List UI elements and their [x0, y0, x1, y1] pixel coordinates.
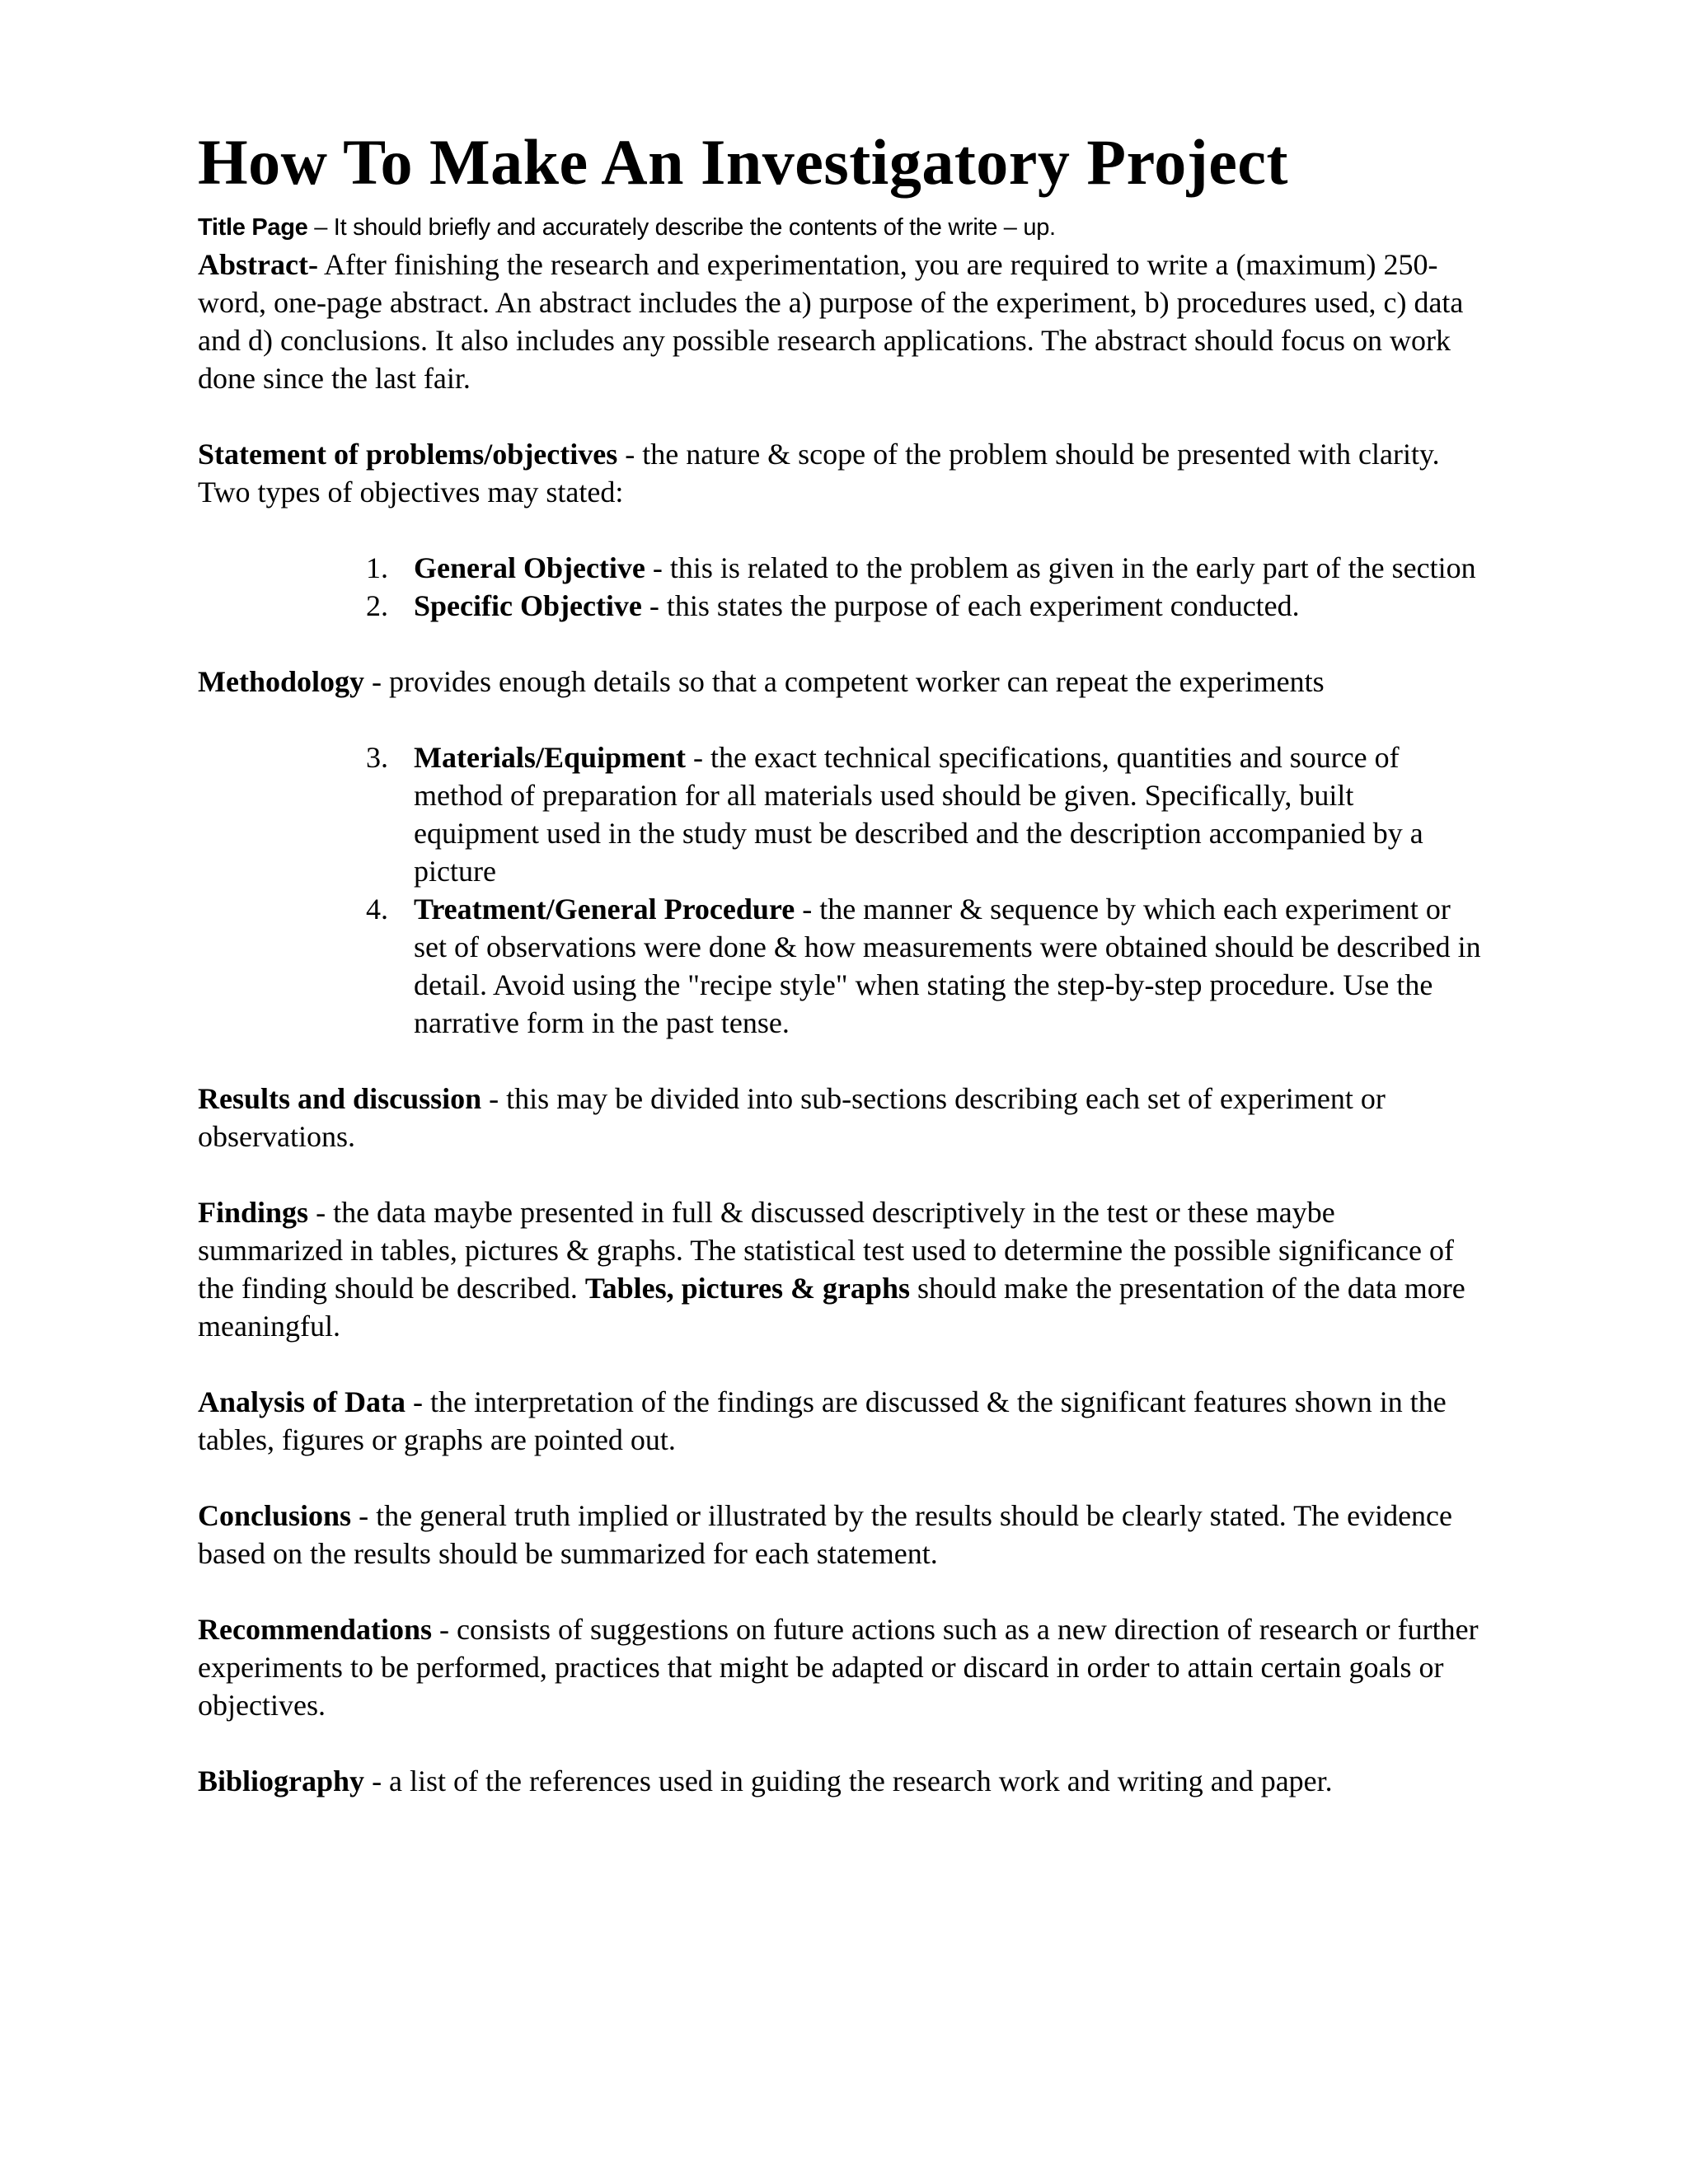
- title-page-text: – It should briefly and accurately describe the contents of the write – up.: [307, 213, 1056, 241]
- list-item: [396, 549, 1484, 587]
- objective-text: - this states the purpose of each experiment conducted.: [641, 588, 1300, 622]
- statement-label: Statement of problems/objectives: [198, 437, 618, 471]
- results-label: Results and discussion: [198, 1081, 482, 1115]
- analysis-text: - the interpretation of the findings are discussed & the significant features shown in the tables, figures or graphs are pointed out.: [198, 1385, 1447, 1456]
- methods-list: [198, 738, 1484, 1042]
- objective-text: - this is related to the problem as given in the early part of the section: [645, 551, 1476, 584]
- findings-label: Findings: [198, 1195, 309, 1229]
- method-text: - the exact technical specifications, quantities and source of method of preparation for all materials used should be given. Specifically, built equipment used in the study must be described and the description accompanied by a picture: [414, 740, 1423, 888]
- results-paragraph: [198, 1080, 1484, 1155]
- bibliography-text: - a list of the references used in guiding the research work and writing and paper.: [364, 1764, 1333, 1797]
- analysis-label: Analysis of Data: [198, 1385, 406, 1418]
- objective-label: Specific Objective: [414, 588, 642, 622]
- results-text: - this may be divided into sub-sections describing each set of experiment or observations.: [198, 1081, 1386, 1153]
- findings-text: - the data maybe presented in full & discussed descriptively in the test or these maybe summarized in tables, pictures & graphs. The statistical test used to determine the possible significance of the finding should be described.: [198, 1195, 1454, 1305]
- abstract-text: After finishing the research and experimentation, you are required to write a (maximum) 250-word, one-page abstract. An abstract includes the a) purpose of the experiment, b) procedures used, c) data and d) conclusions. It also includes any possible research applications. The abstract should focus on work done since the last fair.: [198, 247, 1464, 395]
- bibliography-label: Bibliography: [198, 1764, 365, 1797]
- methodology-label: Methodology: [198, 664, 364, 698]
- recommendations-paragraph: [198, 1610, 1484, 1724]
- list-item: [396, 890, 1484, 1042]
- bibliography-paragraph: [198, 1762, 1484, 1800]
- conclusions-paragraph: [198, 1497, 1484, 1572]
- findings-paragraph: [198, 1193, 1484, 1345]
- methodology-text: - provides enough details so that a competent worker can repeat the experiments: [364, 664, 1325, 698]
- methodology-paragraph: [198, 663, 1484, 701]
- abstract-paragraph: [198, 246, 1484, 397]
- conclusions-label: Conclusions: [198, 1498, 352, 1532]
- findings-emphasis: Tables, pictures & graphs: [584, 1271, 910, 1305]
- document-content: [198, 125, 1484, 1800]
- page-title: How To Make An Investigatory Project: [198, 126, 1288, 198]
- recommendations-label: Recommendations: [198, 1612, 432, 1646]
- title-page-label: Title Page: [198, 213, 308, 241]
- title-page-paragraph: [198, 209, 1484, 246]
- method-text: - the manner & sequence by which each experiment or set of observations were done & how measurements were obtained should be described in detail. Avoid using the "recipe style" when stating the step-by-step procedure. Use the narrative form in the past tense.: [414, 892, 1481, 1039]
- objectives-list: [198, 549, 1484, 625]
- analysis-paragraph: [198, 1383, 1484, 1459]
- list-item: [396, 738, 1484, 890]
- abstract-label: Abstract-: [198, 247, 318, 281]
- method-label: Treatment/General Procedure: [414, 892, 795, 926]
- recommendations-text: - consists of suggestions on future actions such as a new direction of research or further experiments to be performed, practices that might be adapted or discard in order to attain certain goals or objectives.: [198, 1612, 1479, 1722]
- conclusions-text: - the general truth implied or illustrated by the results should be clearly stated. The evidence based on the results should be summarized for each statement.: [198, 1498, 1452, 1570]
- findings-text-end: should make the presentation of the data more meaningful.: [198, 1271, 1465, 1343]
- list-item: [396, 587, 1484, 625]
- objective-label: General Objective: [414, 551, 645, 584]
- statement-paragraph: [198, 435, 1484, 511]
- method-label: Materials/Equipment: [414, 740, 686, 774]
- statement-text: - the nature & scope of the problem should be presented with clarity. Two types of objectives may stated:: [198, 437, 1440, 509]
